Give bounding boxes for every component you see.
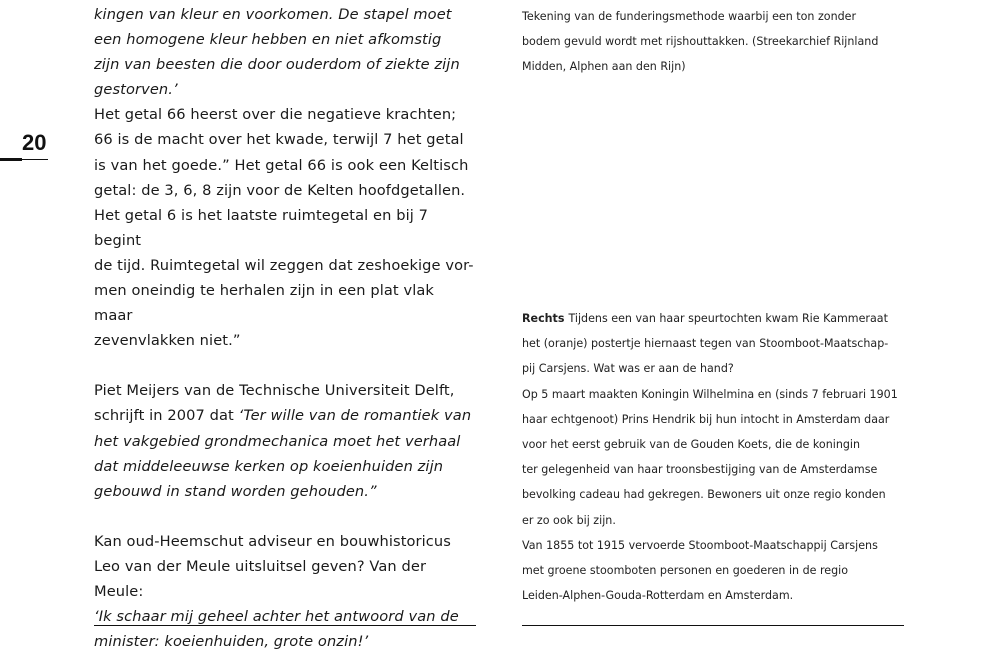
text-line: dat middeleeuwse kerken op koeienhuiden zijn xyxy=(94,457,444,475)
paragraph-getal-66 xyxy=(94,102,476,353)
caption-line: haar echtgenoot) Prins Hendrik bij hun intocht in Amsterdam daar xyxy=(522,412,890,426)
text-line: Leo van der Meule uitsluitsel geven? Van der Meule: xyxy=(94,557,427,600)
paragraph-gap xyxy=(94,353,476,378)
caption-line: bevolking cadeau had gekregen. Bewoners uit onze regio konden xyxy=(522,488,886,502)
text-line: is van het goede.” Het getal 66 is ook een Keltisch xyxy=(94,156,469,174)
caption-bottom xyxy=(522,306,906,608)
footer-rule-right xyxy=(522,625,904,626)
paragraph-quote-continued xyxy=(94,2,476,102)
text-line: een homogene kleur hebben en niet afkomstig xyxy=(94,31,442,49)
text-line: minister: koeienhuiden, grote onzin!’ xyxy=(94,633,369,651)
text-line: Kan oud-Heemschut adviseur en bouwhistoricus xyxy=(94,532,451,550)
text-plain: schrijft in 2007 dat xyxy=(94,407,239,425)
paragraph-gap xyxy=(94,504,476,529)
text-line: getal: de 3, 6, 8 zijn voor de Kelten hoofdgetallen. xyxy=(94,181,466,199)
text-line: het vakgebied grondmechanica moet het verhaal xyxy=(94,432,461,450)
caption-text: Tijdens een van haar speurtochten kwam Rie Kammeraat xyxy=(568,312,888,325)
text-line: 66 is de macht over het kwade, terwijl 7 het getal xyxy=(94,131,464,149)
page-number: 20 xyxy=(22,130,47,155)
paragraph-piet-meijers xyxy=(94,378,476,503)
caption-line: met groene stoomboten personen en goederen in de regio xyxy=(522,564,849,578)
text-line: Piet Meijers van de Technische Universiteit Delft, xyxy=(94,382,455,400)
caption-line: er zo ook bij zijn. xyxy=(522,513,616,527)
page-number-rule-thin xyxy=(22,159,48,160)
caption-line: ter gelegenheid van haar troonsbestijging van de Amsterdamse xyxy=(522,463,878,477)
caption-line: Tekening van de funderingsmethode waarbij een ton zonder xyxy=(522,10,857,23)
text-line: Het getal 6 is het laatste ruimtegetal en bij 7 begint xyxy=(94,206,429,249)
text-italic: ‘Ter wille van de romantiek van xyxy=(238,407,472,425)
paragraph-van-der-meule xyxy=(94,529,476,654)
main-text-column xyxy=(94,2,476,654)
text-line: zijn van beesten die door ouderdom of ziekte zijn xyxy=(94,56,460,74)
text-line: men oneindig te herhalen zijn in een plat vlak maar xyxy=(94,282,434,325)
text-line: gebouwd in stand worden gehouden.” xyxy=(94,482,377,500)
caption-line: voor het eerst gebruik van de Gouden Koets, die de koningin xyxy=(522,438,861,452)
page-number-rule xyxy=(0,158,22,161)
footer-rule-left xyxy=(94,625,476,626)
text-line: kingen van kleur en voorkomen. De stapel moet xyxy=(94,6,452,23)
caption-line: het (oranje) postertje hiernaast tegen van Stoomboot-Maatschap- xyxy=(522,337,889,351)
text-line: de tijd. Ruimtegetal wil zeggen dat zeshoekige vor- xyxy=(94,256,474,274)
caption-line: Op 5 maart maakten Koningin Wilhelmina en (sinds 7 februari 1901 xyxy=(522,387,898,401)
text-line: gestorven.’ xyxy=(94,81,178,99)
caption-lead: Rechts xyxy=(522,312,565,325)
side-caption-column xyxy=(522,4,906,603)
caption-line: Van 1855 tot 1915 vervoerde Stoomboot-Maatschappij Carsjens xyxy=(522,538,878,552)
caption-line: bodem gevuld wordt met rijshouttakken. (Streekarchief Rijnland xyxy=(522,35,879,49)
text-line xyxy=(94,403,476,428)
caption-line: pij Carsjens. Wat was er aan de hand? xyxy=(522,362,734,376)
caption-line: Leiden-Alphen-Gouda-Rotterdam en Amsterdam. xyxy=(522,589,794,603)
text-line: Het getal 66 heerst over die negatieve krachten; xyxy=(94,106,457,124)
text-line: ‘Ik schaar mij geheel achter het antwoord van de xyxy=(94,608,459,626)
caption-top xyxy=(522,4,906,80)
caption-line xyxy=(522,306,906,331)
caption-line: Midden, Alphen aan den Rijn) xyxy=(522,60,686,74)
text-line: zevenvlakken niet.” xyxy=(94,332,241,350)
